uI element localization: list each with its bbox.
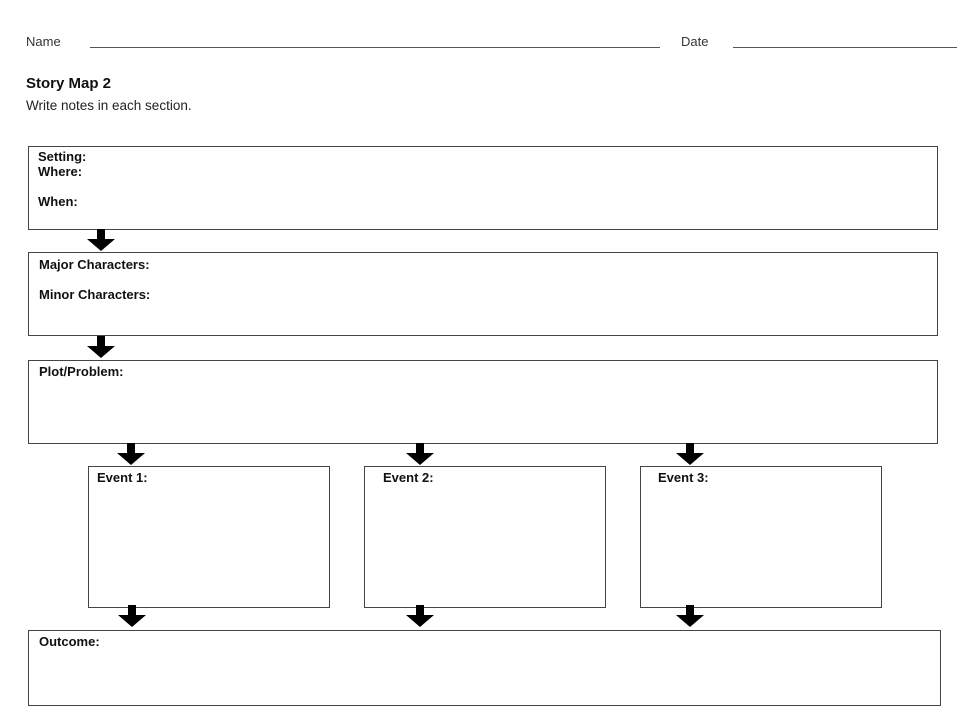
event-1-label: Event 1: [97,470,148,485]
arrow-down-icon [405,443,435,465]
arrow-down-icon [86,336,116,358]
page-title: Story Map 2 [26,75,112,92]
arrow-down-icon [675,443,705,465]
event-3-label: Event 3: [658,470,709,485]
date-label: Date [681,34,709,49]
event-3-box[interactable] [640,466,882,608]
outcome-box[interactable] [28,630,941,706]
event-2-box[interactable] [364,466,606,608]
plot-problem-label: Plot/Problem: [39,364,124,379]
arrow-down-icon [86,229,116,251]
minor-characters-label: Minor Characters: [39,287,151,302]
characters-box[interactable] [28,252,938,336]
arrow-down-icon [675,605,705,627]
event-2-label: Event 2: [383,470,434,485]
date-field[interactable] [733,47,957,48]
event-1-box[interactable] [88,466,330,608]
arrow-down-icon [116,443,146,465]
name-label: Name [26,34,61,49]
instructions: Write notes in each section. [26,98,192,113]
plot-problem-box[interactable] [28,360,938,444]
major-characters-label: Major Characters: [39,257,150,272]
setting-label: Setting: [38,149,87,164]
setting-where-label: Where: [38,164,83,179]
setting-box[interactable] [28,146,938,230]
arrow-down-icon [117,605,147,627]
outcome-label: Outcome: [39,634,100,649]
arrow-down-icon [405,605,435,627]
name-field[interactable] [90,47,660,48]
setting-when-label: When: [38,194,78,209]
